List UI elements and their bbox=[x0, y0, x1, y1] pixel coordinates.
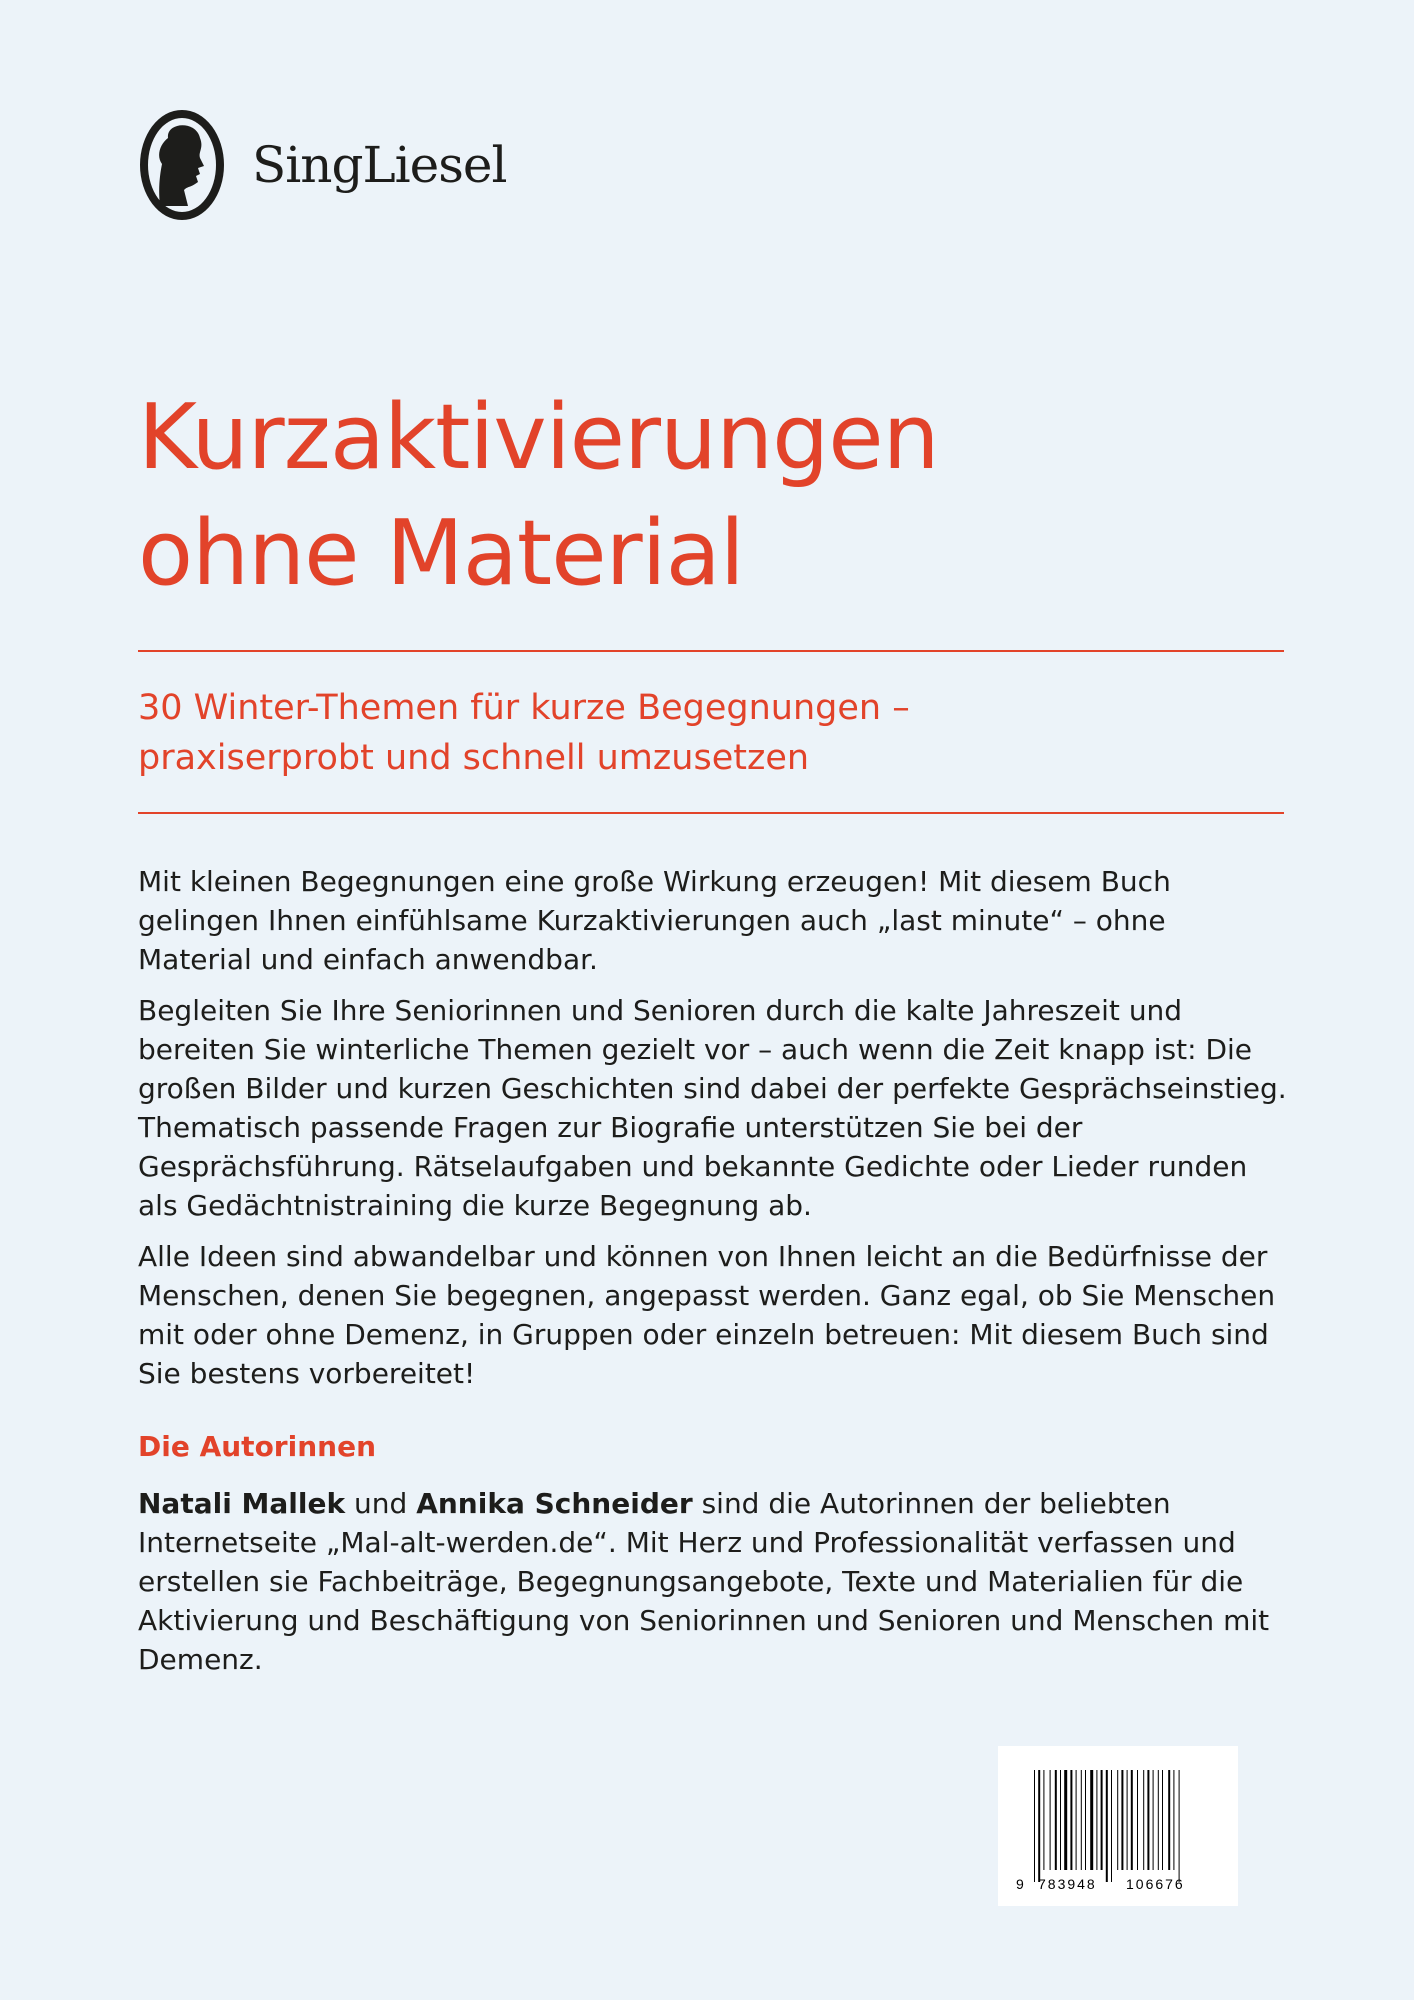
barcode-bar bbox=[1127, 1770, 1128, 1870]
brand-name: SingLiesel bbox=[252, 136, 507, 194]
bottom-divider bbox=[138, 812, 1284, 814]
barcode-bar bbox=[1111, 1770, 1112, 1882]
barcode-bar bbox=[1096, 1770, 1097, 1870]
barcode-bar bbox=[1131, 1770, 1133, 1870]
barcode-bar bbox=[1173, 1770, 1174, 1870]
barcode-group-2: 106676 bbox=[1126, 1876, 1185, 1892]
blurb-paragraph-1: Mit kleinen Begegnungen eine große Wirkung erzeugen! Mit diesem Buch gelingen Ihnen einfühlsame Kurzaktivierungen auch „last minute“ – ohne Material und einfach anwendbar. bbox=[138, 865, 1171, 976]
top-divider bbox=[138, 650, 1284, 652]
barcode-bar bbox=[1117, 1770, 1118, 1870]
barcode-bar bbox=[1090, 1770, 1093, 1870]
barcode-bar bbox=[1147, 1770, 1149, 1870]
barcode-bar bbox=[1153, 1770, 1154, 1870]
isbn-barcode bbox=[998, 1746, 1238, 1906]
blurb-paragraph-3: Alle Ideen sind abwandelbar und können von Ihnen leicht an die Bedürfnisse der Menschen, denen Sie begegnen, angepasst werden. Ganz egal, ob Sie Menschen mit oder ohne Demenz, in Gruppen oder einzeln betreuen: Mit diesem Buch sind Sie bestens vorbereitet! bbox=[138, 1240, 1276, 1390]
author-name-2: Annika Schneider bbox=[416, 1487, 693, 1520]
title-line-1: Kurzaktivierungen bbox=[138, 385, 939, 490]
barcode-bar bbox=[1137, 1770, 1138, 1870]
barcode-bar bbox=[1034, 1770, 1035, 1882]
barcode-bar bbox=[1064, 1770, 1067, 1870]
barcode-bar bbox=[1085, 1770, 1086, 1870]
barcode-graphic bbox=[998, 1746, 1238, 1906]
barcode-bar bbox=[1158, 1770, 1159, 1870]
title-line-2: ohne Material bbox=[138, 501, 744, 606]
barcode-bar bbox=[1081, 1770, 1082, 1870]
barcode-bar bbox=[1168, 1770, 1170, 1870]
author-connector: und bbox=[345, 1487, 417, 1520]
barcode-bar bbox=[1076, 1770, 1077, 1870]
authors-paragraph bbox=[138, 1484, 1288, 1679]
subtitle bbox=[138, 683, 1288, 783]
barcode-bar bbox=[1050, 1770, 1051, 1870]
subtitle-line-1: 30 Winter-Themen für kurze Begegnungen – bbox=[138, 688, 910, 728]
barcode-bar bbox=[1043, 1770, 1044, 1870]
barcode-bar bbox=[1106, 1770, 1108, 1882]
author-name-1: Natali Mallek bbox=[138, 1487, 346, 1520]
blurb-paragraph-2: Begleiten Sie Ihre Seniorinnen und Senioren durch die kalte Jahreszeit und bereiten Sie winterliche Themen gezielt vor – auch wenn die Zeit knapp ist: Die großen Bilder und kurzen Geschichten sind dabei der perfekte Gesprächseinstieg. Thematisch passende Fragen zur Biografie unterstützen Sie bei der Gesprächsführung. Rätselaufgaben und bekannte Gedichte oder Lieder runden als Gedächtnistraining die kurze Begegnung ab. bbox=[138, 994, 1287, 1222]
subtitle-line-2: praxiserprobt und schnell umzusetzen bbox=[138, 738, 810, 778]
silhouette-cameo-icon bbox=[138, 108, 226, 222]
brand-logo bbox=[138, 108, 506, 222]
authors-heading: Die Autorinnen bbox=[138, 1430, 376, 1463]
barcode-bar bbox=[1179, 1770, 1180, 1882]
barcode-digit-first: 9 bbox=[1016, 1876, 1024, 1892]
barcode-group-1: 783948 bbox=[1038, 1876, 1097, 1892]
barcode-bar bbox=[1055, 1770, 1057, 1870]
barcode-bar bbox=[1060, 1770, 1061, 1870]
blurb bbox=[138, 862, 1288, 1691]
authors-description: sind die Autorinnen der beliebten Internetseite „Mal-alt-werden.de“. Mit Herz und Professionalität verfassen und erstellen sie Fachbeiträge, Begegnungsangebote, Texte und Materialien für die Aktivierung und Beschäftigung von Seniorinnen und Senioren und Menschen mit Demenz. bbox=[138, 1487, 1270, 1676]
barcode-bar bbox=[1038, 1770, 1040, 1882]
barcode-bar bbox=[1121, 1770, 1123, 1870]
book-title bbox=[138, 380, 1318, 612]
barcode-bar bbox=[1070, 1770, 1072, 1870]
barcode-bar bbox=[1143, 1770, 1144, 1870]
barcode-bar bbox=[1162, 1770, 1163, 1870]
barcode-bar bbox=[1101, 1770, 1103, 1870]
